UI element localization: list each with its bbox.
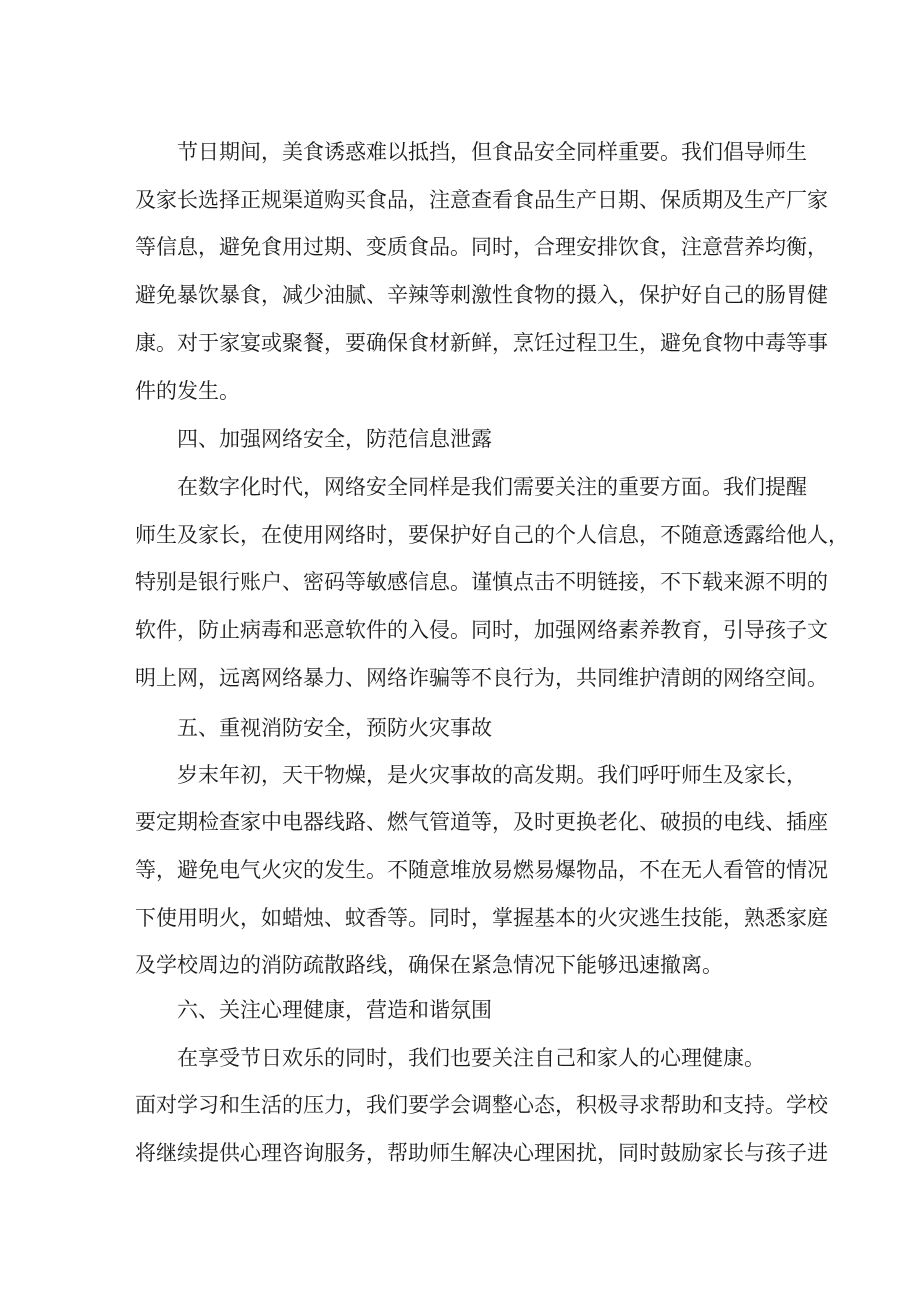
body-text-line: 等信息，避免食用过期、变质食品。同时，合理安排饮食，注意营养均衡，	[135, 235, 828, 259]
body-text-line: 避免暴饮暴食，减少油腻、辛辣等刺激性食物的摄入，保护好自己的肠胃健	[135, 283, 828, 307]
body-text-line: 岁末年初，天干物燥，是火灾事故的高发期。我们呼吁师生及家长，	[135, 763, 807, 787]
body-text-line: 下使用明火，如蜡烛、蚊香等。同时，掌握基本的火灾逃生技能，熟悉家庭	[135, 906, 828, 930]
body-text-line: 及家长选择正规渠道购买食品，注意查看食品生产日期、保质期及生产厂家	[135, 188, 828, 212]
body-text-line: 软件，防止病毒和恶意软件的入侵。同时，加强网络素养教育，引导孩子文	[135, 618, 828, 642]
body-text-line: 等，避免电气火灾的发生。不随意堆放易燃易爆物品，不在无人看管的情况	[135, 858, 828, 882]
section-heading: 四、加强网络安全，防范信息泄露	[135, 427, 492, 451]
body-text-line: 面对学习和生活的压力，我们要学会调整心态，积极寻求帮助和支持。学校	[135, 1093, 828, 1117]
section-heading: 五、重视消防安全，预防火灾事故	[135, 716, 492, 740]
body-text-line: 在数字化时代，网络安全同样是我们需要关注的重要方面。我们提醒	[135, 475, 807, 499]
body-text-line: 康。对于家宴或聚餐，要确保食材新鲜，烹饪过程卫生，避免食物中毒等事	[135, 331, 828, 355]
body-text-line: 将继续提供心理咨询服务，帮助师生解决心理困扰，同时鼓励家长与孩子进	[135, 1141, 828, 1165]
body-text-line: 件的发生。	[135, 379, 240, 403]
body-text-line: 明上网，远离网络暴力、网络诈骗等不良行为，共同维护清朗的网络空间。	[135, 666, 828, 690]
body-text-line: 节日期间，美食诱惑难以抵挡，但食品安全同样重要。我们倡导师生	[135, 140, 807, 164]
body-text-line: 要定期检查家中电器线路、燃气管道等，及时更换老化、破损的电线、插座	[135, 810, 828, 834]
body-text-line: 及学校周边的消防疏散路线，确保在紧急情况下能够迅速撤离。	[135, 953, 723, 977]
body-text-line: 在享受节日欢乐的同时，我们也要关注自己和家人的心理健康。	[135, 1046, 765, 1070]
body-text-line: 师生及家长，在使用网络时，要保护好自己的个人信息，不随意透露给他人，	[135, 523, 849, 547]
body-text-line: 特别是银行账户、密码等敏感信息。谨慎点击不明链接，不下载来源不明的	[135, 570, 828, 594]
section-heading: 六、关注心理健康，营造和谐氛围	[135, 998, 492, 1022]
